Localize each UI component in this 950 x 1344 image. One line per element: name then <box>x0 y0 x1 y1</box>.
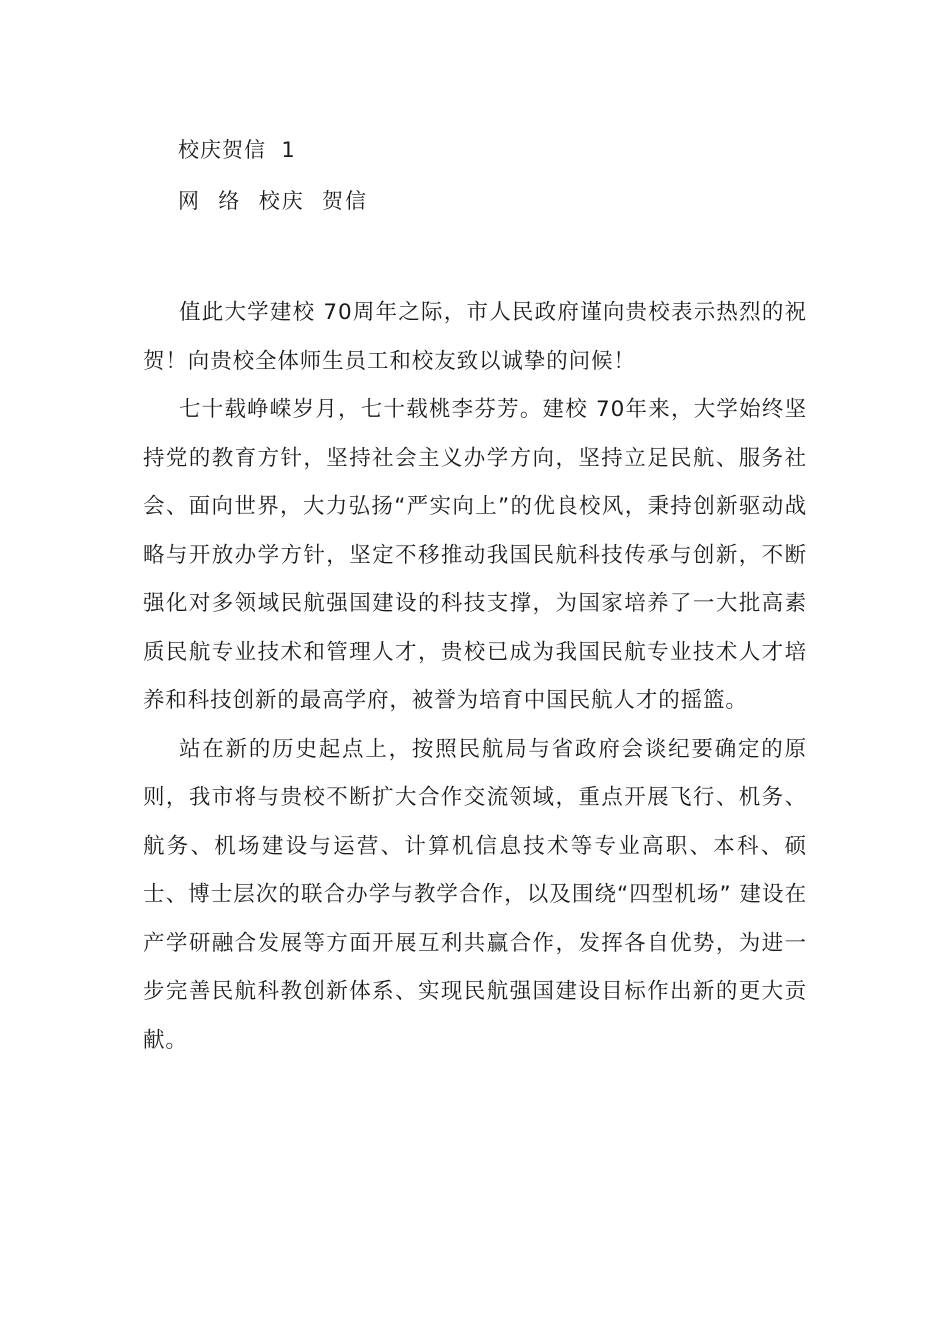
letter-body <box>143 289 807 1065</box>
paragraph-2: 七十载峥嵘岁月，七十载桃李芬芳。建校 70年来，大学始终坚持党的教育方针，坚持社会主义办学方向，坚持立足民航、服务社会、面向世界，大力弘扬“严实向上”的优良校风，秉持创新驱动战略与开放办学方针，坚定不移推动我国民航科技传承与创新，不断强化对多领域民航强国建设的科技支撑，为国家培养了一大批高素质民航专业技术和管理人才，贵校已成为我国民航专业技术人才培养和科技创新的最高学府，被誉为培育中国民航人才的摇篮。 <box>143 397 807 713</box>
paragraph-3: 站在新的历史起点上，按照民航局与省政府会谈纪要确定的原则，我市将与贵校不断扩大合作交流领域，重点开展飞行、机务、航务、机场建设与运营、计算机信息技术等专业高职、本科、硕士、博士层次的联合办学与教学合作，以及围绕“四型机场” 建设在产学研融合发展等方面开展互利共赢合作，发挥各自优势，为进一步完善民航科教创新体系、实现民航强国建设目标作出新的更大贡献。 <box>143 736 807 1053</box>
document-title: 校庆贺信 1 <box>178 138 296 162</box>
document-subtitle: 网 络 校庆 贺信 <box>178 189 369 213</box>
paragraph-1: 值此大学建校 70周年之际，市人民政府谨向贵校表示热烈的祝贺！向贵校全体师生员工和校友致以诚挚的问候！ <box>143 300 807 374</box>
